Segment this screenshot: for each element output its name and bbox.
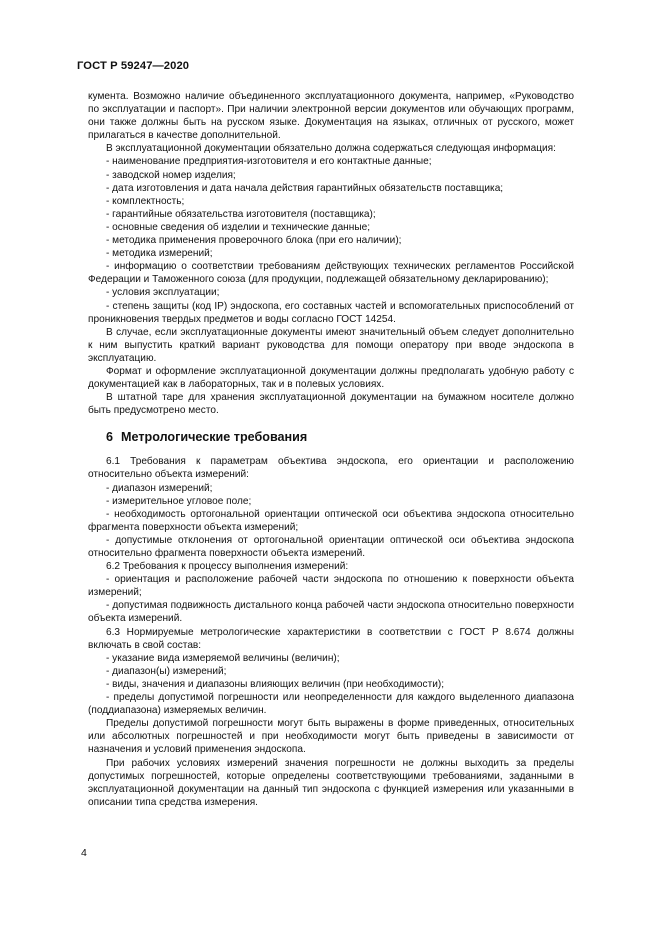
paragraph: - основные сведения об изделии и технические данные; xyxy=(106,221,370,233)
paragraph: Формат и оформление эксплуатационной документации должны предполагать удобную работу с документацией как в лабораторных, так и в полевых условиях. xyxy=(88,365,574,391)
paragraph: - методика применения проверочного блока (при его наличии); xyxy=(106,235,402,247)
paragraph: В эксплуатационной документации обязательно должна содержаться следующая информация: xyxy=(106,143,556,155)
paragraph: - информацию о соответствии требованиям действующих технических регламентов Российской Федерации и Таможенного союза (для продукции, подлежащей обязательному декларированию); xyxy=(88,261,574,286)
pre-section-text xyxy=(88,90,574,417)
paragraph: - необходимость ортогональной ориентации оптической оси объектива эндоскопа относительно фрагмента поверхности объекта измерений; xyxy=(88,508,574,533)
document-header: ГОСТ Р 59247—2020 xyxy=(77,60,190,72)
paragraph: - гарантийные обязательства изготовителя (поставщика); xyxy=(106,208,376,220)
paragraph: - степень защиты (код IP) эндоскопа, его составных частей и вспомогательных приспособлений от проникновения твердых предметов и воды согласно ГОСТ 14254. xyxy=(88,300,574,325)
paragraph: - диапазон(ы) измерений; xyxy=(106,665,227,677)
paragraph: При рабочих условиях измерений значения погрешности не должны выходить за пределы допустимых погрешностей, которые определены соответствующими требованиями, заданными в эксплуатационной документации на данный тип эндоскопа с функцией измерения или указанными в описании типа средства измерения. xyxy=(88,757,574,808)
paragraph: - заводской номер изделия; xyxy=(106,169,236,181)
document-body xyxy=(88,90,574,809)
paragraph: - допустимая подвижность дистального конца рабочей части эндоскопа относительно поверхности объекта измерений. xyxy=(88,600,574,625)
paragraph: - виды, значения и диапазоны влияющих величин (при необходимости); xyxy=(106,678,445,690)
paragraph: - комплектность; xyxy=(106,195,185,207)
paragraph: кумента. Возможно наличие объединенного эксплуатационного документа, например, «Руководство по эксплуатации и паспорт». При наличии электронной версии документов или обучающих программ, они также должны быть на русском языке. Документация на языках, отличных от русского, может прилагаться в качестве дополнительной. xyxy=(88,91,574,142)
paragraph: - измерительное угловое поле; xyxy=(106,495,252,507)
paragraph: Пределы допустимой погрешности могут быть выражены в форме приведенных, относительных или абсолютных погрешностей и при необходимости могут быть приведены в зависимости от назначения и условий применения эндоскопа. xyxy=(88,718,574,756)
paragraph: 6.1 Требования к параметрам объектива эндоскопа, его ориентации и расположению относительно объекта измерений: xyxy=(88,456,574,481)
section-heading xyxy=(106,429,574,445)
section-number: 6 xyxy=(106,430,114,445)
paragraph: В штатной таре для хранения эксплуатационной документации на бумажном носителе должно быть предусмотрено место. xyxy=(88,392,574,417)
paragraph: - наименование предприятия-изготовителя и его контактные данные; xyxy=(106,156,432,168)
paragraph: В случае, если эксплуатационные документы имеют значительный объем следует дополнительно к ним выпустить краткий вариант руководства для помощи оператору при вводе эндоскопа в эксплуатацию. xyxy=(88,326,574,364)
page-number: 4 xyxy=(81,847,87,859)
paragraph: - диапазон измерений; xyxy=(106,482,213,494)
paragraph: - методика измерений; xyxy=(106,248,213,260)
paragraph: - указание вида измеряемой величины (величин); xyxy=(106,652,340,664)
paragraph: - дата изготовления и дата начала действия гарантийных обязательств поставщика; xyxy=(106,182,504,194)
paragraph: 6.3 Нормируемые метрологические характеристики в соответствии с ГОСТ Р 8.674 должны включать в свой состав: xyxy=(88,626,574,651)
paragraph: 6.2 Требования к процессу выполнения измерений: xyxy=(106,561,349,573)
paragraph: - условия эксплуатации; xyxy=(106,287,220,299)
paragraph: - допустимые отклонения от ортогональной ориентации оптической оси объектива эндоскопа относительно фрагмента поверхности объекта измерений. xyxy=(88,534,574,559)
section-title: Метрологические требования xyxy=(121,430,308,445)
paragraph: - пределы допустимой погрешности или неопределенности для каждого выделенного диапазона (поддиапазона) измеряемых величин. xyxy=(88,692,574,717)
paragraph: - ориентация и расположение рабочей части эндоскопа по отношению к поверхности объекта измерений; xyxy=(88,574,574,599)
section-text xyxy=(88,455,574,809)
